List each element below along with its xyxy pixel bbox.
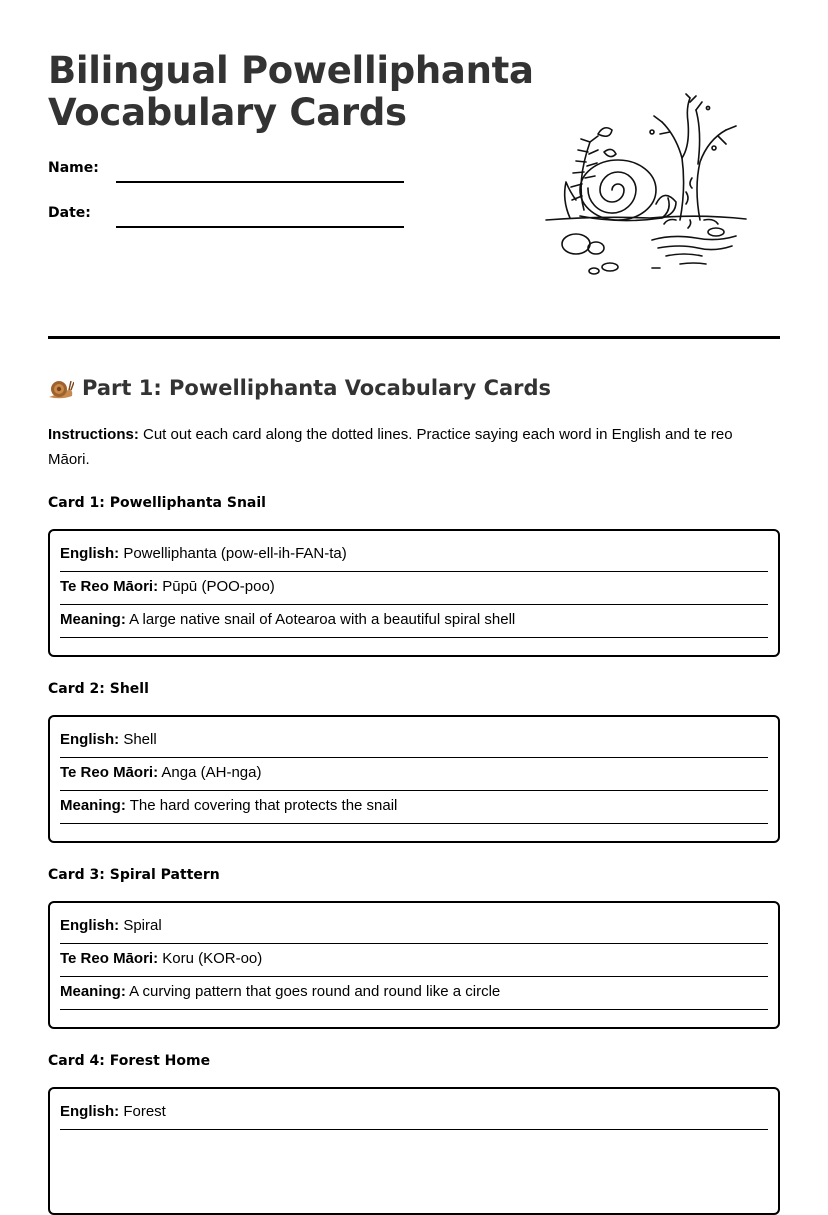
english-row <box>60 913 768 944</box>
maori-label: Te Reo Māori: <box>60 764 159 781</box>
meaning-row <box>60 607 768 638</box>
meaning-row <box>60 979 768 1010</box>
vocabulary-card[interactable] <box>48 529 780 657</box>
section-heading <box>48 376 551 400</box>
meaning-value: A curving pattern that goes round and round like a circle <box>125 983 501 1000</box>
maori-value: Koru (KOR-oo) <box>158 950 263 967</box>
maori-label: Te Reo Māori: <box>60 950 159 967</box>
snail-tree-illustration <box>540 92 750 282</box>
english-label: English: <box>60 917 120 934</box>
section-divider <box>48 336 780 339</box>
maori-row <box>60 574 768 605</box>
instructions-label: Instructions: <box>48 426 139 443</box>
maori-value: Pūpū (POO-poo) <box>158 578 275 595</box>
name-field[interactable] <box>116 181 404 183</box>
english-value: Powelliphanta (pow-ell-ih-FAN-ta) <box>119 545 347 562</box>
section-title: Part 1: Powelliphanta Vocabulary Cards <box>82 376 552 400</box>
vocabulary-card[interactable] <box>48 1087 780 1215</box>
instructions-text <box>48 422 768 472</box>
meaning-value: A large native snail of Aotearoa with a beautiful spiral shell <box>125 611 516 628</box>
card-heading: Card 4: Forest Home <box>48 1053 211 1069</box>
snail-icon <box>48 376 74 400</box>
meaning-label: Meaning: <box>60 983 126 1000</box>
title-line-2: Vocabulary Cards <box>48 91 407 134</box>
english-row <box>60 727 768 758</box>
title-line-1: Bilingual Powelliphanta <box>48 49 534 92</box>
english-label: English: <box>60 1103 120 1120</box>
card-heading: Card 2: Shell <box>48 681 149 697</box>
date-label: Date: <box>48 205 91 221</box>
meaning-label: Meaning: <box>60 797 126 814</box>
meaning-label: Meaning: <box>60 611 126 628</box>
maori-row <box>60 946 768 977</box>
card-heading: Card 3: Spiral Pattern <box>48 867 220 883</box>
name-label: Name: <box>48 160 99 176</box>
english-value: Shell <box>119 731 157 748</box>
date-field[interactable] <box>116 226 404 228</box>
english-row <box>60 1099 768 1130</box>
english-row <box>60 541 768 572</box>
card-heading: Card 1: Powelliphanta Snail <box>48 495 266 511</box>
maori-label: Te Reo Māori: <box>60 578 159 595</box>
page-title <box>48 50 534 134</box>
vocabulary-card[interactable] <box>48 901 780 1029</box>
english-label: English: <box>60 731 120 748</box>
meaning-row <box>60 793 768 824</box>
vocabulary-card[interactable] <box>48 715 780 843</box>
english-value: Forest <box>119 1103 166 1120</box>
meaning-value: The hard covering that protects the snail <box>125 797 398 814</box>
maori-row <box>60 760 768 791</box>
english-label: English: <box>60 545 120 562</box>
maori-value: Anga (AH-nga) <box>158 764 262 781</box>
english-value: Spiral <box>119 917 162 934</box>
instructions-body: Cut out each card along the dotted lines. Practice saying each word in English and te reo Māori. <box>48 426 733 468</box>
